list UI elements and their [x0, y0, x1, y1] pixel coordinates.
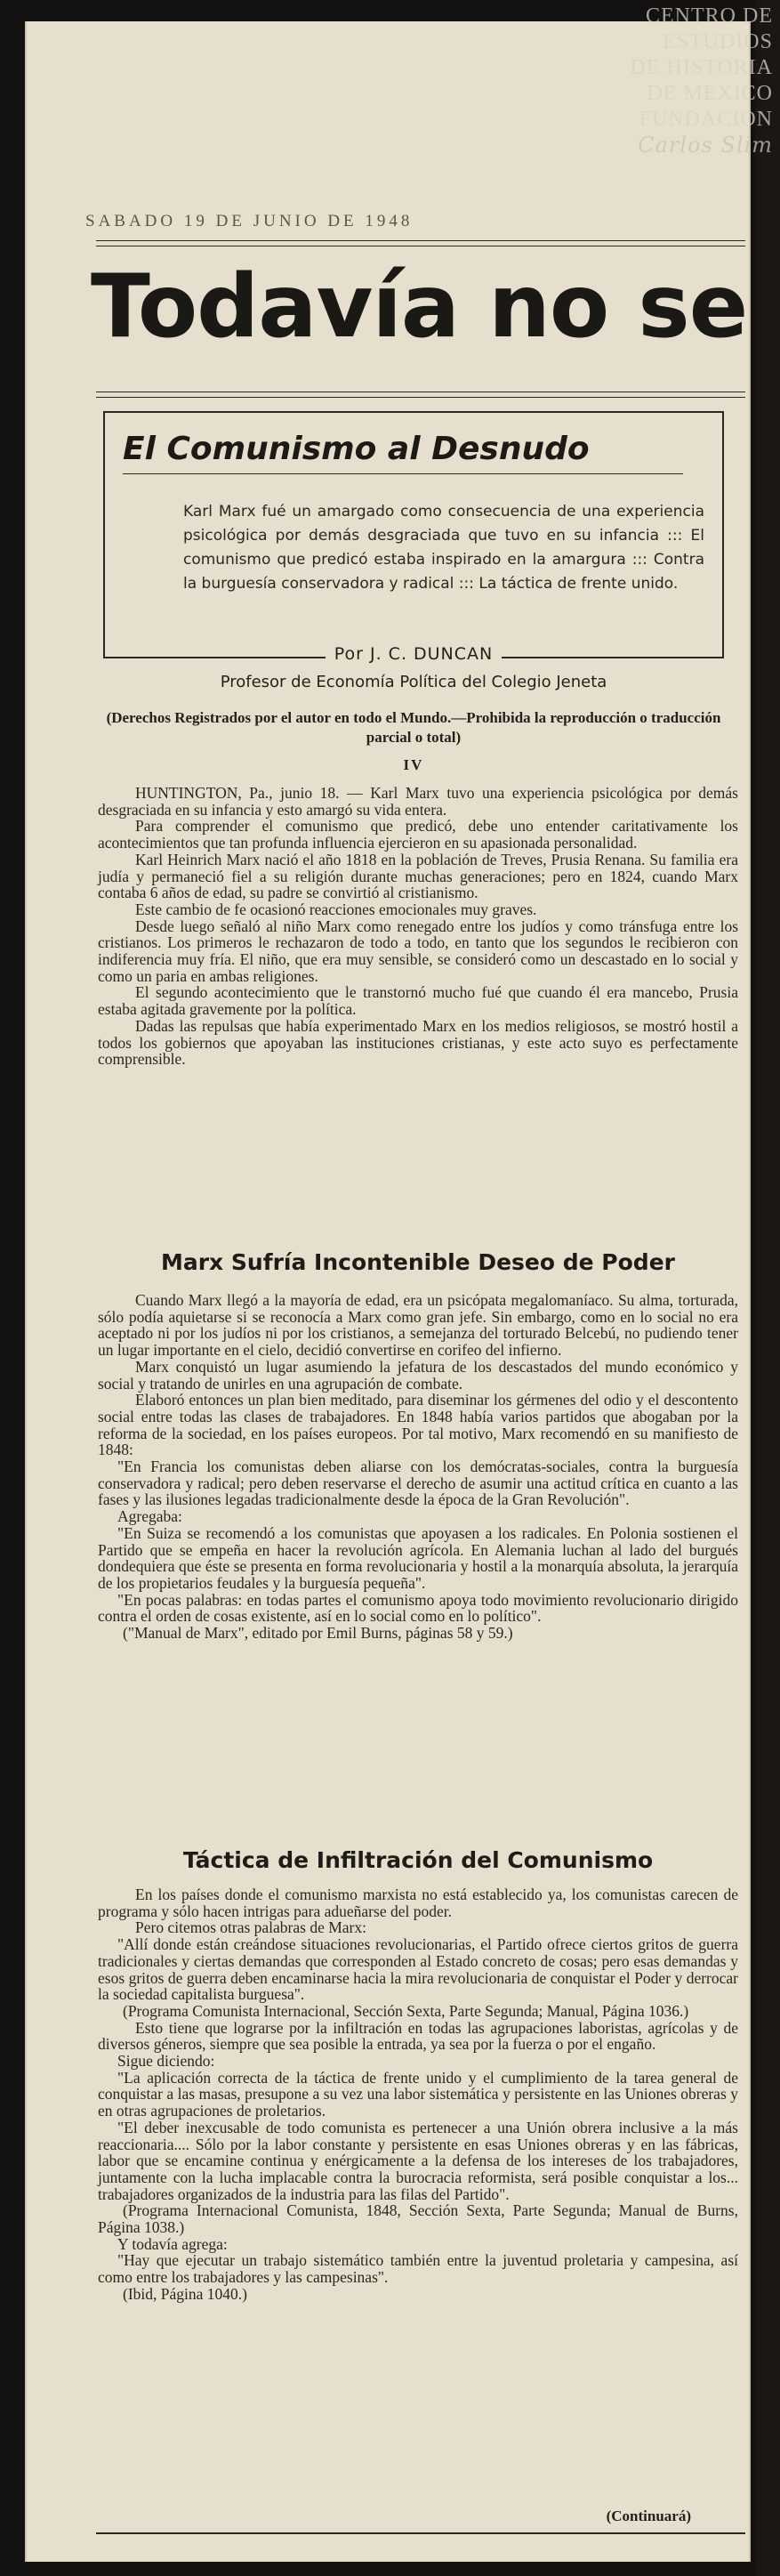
- citation: (Programa Internacional Comunista, 1848, Sección Sexta, Parte Segunda; Manual de Burns, Página 1038.): [98, 2201, 738, 2237]
- quote-paragraph: "Allí donde están creándose situaciones revolucionarias, el Partido ofrece ciertos gritos de guerra tradicionales y ciertas demandas que corresponden al Estado concreto de cosas; pero esas demandas y esos gritos de guerra deben encaminarse hacia la mira revolucionaria de conquistar el Poder y derrocar la sociedad capitalista burguesa".: [98, 1935, 738, 2004]
- article-title: El Comunismo al Desnudo: [123, 431, 590, 467]
- divider: [96, 2532, 745, 2534]
- watermark-line: FUNDACION: [639, 108, 773, 131]
- headline: Todavía no se: [91, 263, 747, 351]
- paragraph: Desde luego señaló al niño Marx como renegado entre los judíos y como tránsfuga entre los cristianos. Los primeros le rechazaron de todo a todo, en tanto que los segundos le recibieron con indiferencia muy fría. El niño, que era muy sensible, se consideró como un descastado en lo social y como un paria en ambas religiones.: [98, 917, 738, 985]
- paragraph: Karl Heinrich Marx nació el año 1818 en la población de Treves, Prusia Renana. Su familia era judía y permaneció fiel a su religión durante muchas generaciones; pero en 1824, cuando Marx contaba 6 años de edad, su padre se convirtió al cristianismo.: [98, 850, 738, 902]
- citation: (Ibid, Página 1040.): [123, 2284, 247, 2303]
- paragraph: Elaboró entonces un plan bien meditado, para diseminar los gérmenes del odio y el descontento social entre todas las clases de trabajadores. En 1848 había varios partidos que abogaban por la reforma de la sociedad, en los países europeos. Por tal motivo, Marx recomendó en su manifiesto de 1848:: [98, 1391, 738, 1459]
- article-summary-box: [103, 411, 724, 658]
- divider: [96, 397, 745, 398]
- quote-paragraph: "En pocas palabras: en todas partes el comunismo apoya todo movimiento revolucionario dirigido contra el orden de cosas existente, así en lo social como en lo político".: [98, 1590, 738, 1626]
- paragraph: El segundo acontecimiento que le transtornó mucho fué que cuando él era mancebo, Prusia estaba agitada gravemente por la política.: [98, 983, 738, 1019]
- body-section-1: [98, 785, 738, 1068]
- continued-label: (Continuará): [606, 2507, 691, 2524]
- dateline: SABADO 19 DE JUNIO DE 1948: [85, 212, 414, 230]
- quote-paragraph: "El deber inexcusable de todo comunista es pertenecer a una Unión obrera inclusive a la más reaccionaria.... Sólo por la labor constante y persistente en esas Uniones obreras y en las fábricas, labor que se encamine continua y enérgicamente a la defensa de los intereses de los trabajadores, juntamente con la lucha implacable contra la burocracia reformista, será posible conquistar a los... trabajadores organizados de la industria para las filas del Partido".: [98, 2118, 738, 2203]
- rights-notice: (Derechos Registrados por el autor en todo el Mundo.—Prohibida la reproducción o traducción parcial o total): [106, 709, 721, 746]
- citation: (Programa Comunista Internacional, Sección Sexta, Parte Segunda; Manual, Página 1036.): [123, 2001, 689, 2020]
- citation: ("Manual de Marx", editado por Emil Burns, páginas 58 y 59.): [123, 1624, 513, 1643]
- watermark-line: DE HISTORIA: [630, 56, 773, 79]
- paragraph: Agregaba:: [117, 1507, 182, 1526]
- paragraph: Cuando Marx llegó a la mayoría de edad, era un psicópata megalomaníaco. Su alma, torturada, sólo podía aquietarse si se reconocía a Marx como gran jefe. Sin embargo, como en lo social no era aceptado ni por los judíos ni por los cristianos, a semejanza del torturado Belcebú, no pudiendo tener un lugar importante en el cielo, decidió convertirse en corifeo del infierno.: [98, 1291, 738, 1360]
- binder-edge: [755, 0, 780, 2576]
- divider: [96, 240, 745, 241]
- quote-paragraph: "La aplicación correcta de la táctica de frente unido y el cumplimiento de la tarea general de conquistar a las masas, presupone a su vez una labor sistemática y persistente en las Uniones obreras y en otras agrupaciones de proletarios.: [98, 2068, 738, 2120]
- body-section-2: [98, 1292, 738, 1642]
- body-section-3: [98, 1886, 738, 2303]
- subheading: Marx Sufría Incontenible Deseo de Poder: [160, 1249, 675, 1275]
- byline: [103, 644, 724, 664]
- article-summary: Karl Marx fué un amargado como consecuencia de una experiencia psicológica por demás desgraciada que tuvo en su infancia ::: El comunismo que predicó estaba inspirado en la amargura ::: Contra la burguesía conservadora y radical ::: La táctica de frente unido.: [183, 503, 704, 593]
- paragraph: Sigue diciendo:: [117, 2052, 215, 2071]
- watermark-line: CENTRO DE: [646, 4, 773, 28]
- paragraph: Esto tiene que lograrse por la infiltración en todas las agrupaciones laboristas, agrícolas y de diversos géneros, siempre que sea posible la entrada, ya sea por la fuerza o por el engaño.: [98, 2018, 738, 2054]
- archive-watermark: [599, 4, 773, 158]
- watermark-signature: Carlos Slim: [638, 133, 773, 157]
- quote-paragraph: "En Suiza se recomendó a los comunistas que apoyasen a los radicales. En Polonia sostienen el Partido que se empeña en hacer la revolución agrícola. En Alemania luchan al lado del burgués dondequiera que éste se presenta en forma revolucionaria y hostil a la monarquía absoluta, la jerarquía de los propietarios feudales y la burguesía pequeña".: [98, 1523, 738, 1592]
- watermark-line: DE MEXICO: [647, 82, 773, 105]
- paragraph: Para comprender el comunismo que predicó, debe uno entender caritativamente los acontecimientos que tan profunda influencia ejercieron en su apasionada personalidad.: [98, 817, 738, 852]
- paragraph: Pero citemos otras palabras de Marx:: [135, 1918, 366, 1937]
- quote-paragraph: "Hay que ejecutar un trabajo sistemático también entre la juventud proletaria y campesina, así como entre los trabajadores y las campesinas".: [98, 2251, 738, 2287]
- paragraph: Marx conquistó un lugar asumiendo la jefatura de los descastados del mundo económico y social y tratando de unirles en una agrupación de combate.: [98, 1357, 738, 1393]
- subheading: Táctica de Infiltración del Comunismo: [182, 1847, 654, 1873]
- paragraph: Y todavía agrega:: [117, 2234, 228, 2253]
- byline-text: Por J. C. DUNCAN: [326, 644, 503, 664]
- quote-paragraph: "En Francia los comunistas deben aliarse con los demócratas-sociales, contra la burguesía conservadora y radical; pero deben reservarse el derecho de asumir una actitud crítica en cuanto a las fases y las ilusiones legadas tradicionalmente desde la época de la Gran Revolución".: [98, 1458, 738, 1509]
- paragraph: Dadas las repulsas que había experimentado Marx en los medios religiosos, se mostró hostil a todos los gobiernos que apoyaban las instituciones cristianas, y este acto suyo es perfectamente comprensible.: [98, 1016, 738, 1069]
- watermark-line: ESTUDIOS: [662, 30, 773, 53]
- author-title: Profesor de Economía Política del Colegio Jeneta: [220, 673, 607, 691]
- part-number: IV: [403, 756, 424, 773]
- paragraph: En los países donde el comunismo marxista no está establecido ya, los comunistas carecen de programa y sólo hacen intrigas para adueñarse del poder.: [98, 1886, 738, 1920]
- paragraph: Este cambio de fe ocasionó reacciones emocionales muy graves.: [135, 900, 537, 918]
- paragraph: HUNTINGTON, Pa., junio 18. — Karl Marx tuvo una experiencia psicológica por demás desgraciada en su infancia y esto amargó su vida entera.: [98, 784, 738, 819]
- title-underline: [123, 473, 683, 474]
